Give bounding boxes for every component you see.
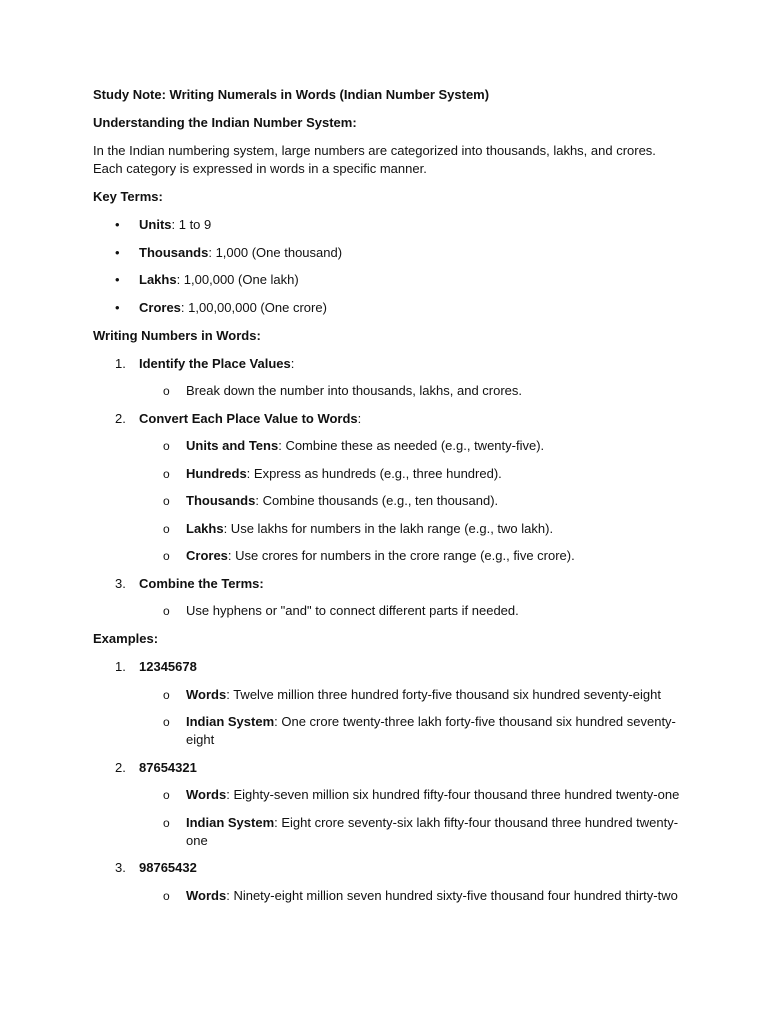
- sub-item: o Lakhs: Use lakhs for numbers in the lakh range (e.g., two lakh).: [163, 520, 554, 536]
- key-term-item: • Crores: 1,00,00,000 (One crore): [115, 299, 327, 315]
- bullet-icon: •: [115, 217, 120, 232]
- circle-bullet-icon: o: [163, 815, 170, 830]
- example-number: 12345678: [139, 659, 197, 674]
- understanding-heading: Understanding the Indian Number System:: [93, 115, 357, 130]
- example-item: 2. 87654321 o Words: Eighty-seven million six hundred fifty-four thousand three hundred twenty-one o Indian System: Eight crore seventy-six lakh fifty-four thousand three hundred twenty-one: [93, 759, 683, 850]
- writing-steps-list: [93, 355, 683, 621]
- key-terms-list: [93, 216, 683, 317]
- bullet-icon: •: [115, 272, 120, 287]
- key-term-item: • Thousands: 1,000 (One thousand): [115, 244, 343, 260]
- circle-bullet-icon: o: [163, 687, 170, 702]
- key-terms-heading: Key Terms:: [93, 189, 163, 204]
- sub-item: o Indian System: One crore twenty-three lakh forty-five thousand six hundred seventy-eight: [163, 714, 676, 747]
- circle-bullet-icon: o: [163, 604, 170, 618]
- sub-item: o Units and Tens: Combine these as needed (e.g., twenty-five).: [163, 438, 545, 453]
- sub-item: o Words: Ninety-eight million seven hundred sixty-five thousand four hundred thirty-two: [163, 887, 678, 903]
- sub-item: o Words: Twelve million three hundred forty-five thousand six hundred seventy-eight: [163, 686, 661, 702]
- sub-item: o Words: Eighty-seven million six hundred fifty-four thousand three hundred twenty-one: [163, 787, 680, 802]
- document-title: Study Note: Writing Numerals in Words (Indian Number System): [93, 87, 490, 102]
- circle-bullet-icon: o: [163, 439, 170, 453]
- circle-bullet-icon: o: [163, 494, 170, 508]
- sub-item: o Indian System: Eight crore seventy-six lakh fifty-four thousand three hundred twenty-one: [163, 814, 679, 848]
- circle-bullet-icon: o: [163, 384, 170, 398]
- writing-heading: Writing Numbers in Words:: [93, 327, 261, 343]
- writing-step: 3. Combine the Terms: o Use hyphens or "and" to connect different parts if needed.: [93, 575, 683, 621]
- sub-item: o Use hyphens or "and" to connect different parts if needed.: [163, 603, 519, 618]
- key-term-item: • Units: 1 to 9: [115, 217, 212, 232]
- circle-bullet-icon: o: [163, 888, 170, 903]
- bullet-icon: •: [115, 244, 120, 260]
- example-number: 87654321: [139, 759, 197, 775]
- example-item: 1. 12345678 o Words: Twelve million three hundred forty-five thousand six hundred seventy-eight o Indian System: One crore twenty-three lakh forty-five thousand six hundred seventy-eight: [93, 658, 683, 749]
- circle-bullet-icon: o: [163, 466, 170, 481]
- examples-heading: Examples:: [93, 631, 159, 646]
- sub-list: [139, 887, 683, 905]
- circle-bullet-icon: o: [163, 521, 170, 536]
- understanding-paragraph: In the Indian numbering system, large numbers are categorized into thousands, lakhs, and crores. Each category is expressed in words in a specific manner.: [93, 143, 656, 176]
- sub-list: [139, 602, 683, 620]
- sub-item: o Break down the number into thousands, lakhs, and crores.: [163, 383, 523, 398]
- sub-list: [139, 686, 683, 750]
- sub-item: o Hundreds: Express as hundreds (e.g., three hundred).: [163, 465, 502, 481]
- document-page: [93, 86, 683, 915]
- example-number: 98765432: [139, 860, 197, 875]
- sub-list: [139, 786, 683, 850]
- writing-step: 2. Convert Each Place Value to Words: o Units and Tens: Combine these as needed (e.g., twenty-five). o Hundreds: Express as hundreds (e.g., three hundred). o Thousands: Combine thousands (e.g., ten thousand). o Lakhs: Use lakhs for numbers in the lakh range (e.g., two lakh). o Crores: Use crores for numbers in the crore range (e.g., five crore).: [93, 410, 683, 566]
- sub-item: o Thousands: Combine thousands (e.g., ten thousand).: [163, 493, 499, 508]
- examples-list: [93, 658, 683, 905]
- sub-item: o Crores: Use crores for numbers in the crore range (e.g., five crore).: [163, 548, 575, 563]
- sub-list: [139, 382, 683, 400]
- writing-step: 1. Identify the Place Values: o Break down the number into thousands, lakhs, and crores.: [93, 355, 683, 401]
- key-term-item: • Lakhs: 1,00,000 (One lakh): [115, 272, 299, 287]
- circle-bullet-icon: o: [163, 549, 170, 563]
- example-item: 3. 98765432 o Words: Ninety-eight million seven hundred sixty-five thousand four hundred thirty-two: [93, 859, 683, 905]
- sub-list: [139, 437, 683, 565]
- circle-bullet-icon: o: [163, 715, 170, 729]
- bullet-icon: •: [115, 299, 120, 315]
- circle-bullet-icon: o: [163, 788, 170, 802]
